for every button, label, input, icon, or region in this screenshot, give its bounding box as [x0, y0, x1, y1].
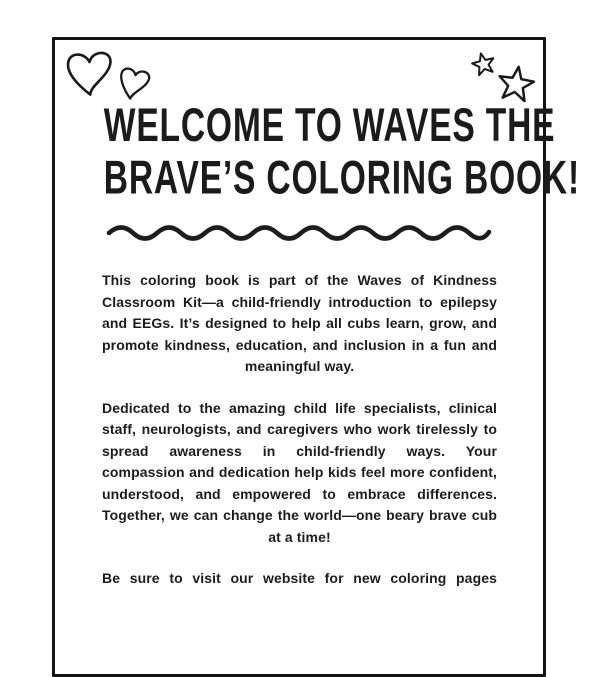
star-small-icon: [468, 49, 498, 78]
page-title: [103, 98, 580, 204]
dedication-paragraph: Dedicated to the amazing child life specialists, clinical staff, neurologists, and caregivers who work tirelessly to spread awareness in child-friendly ways. Your compassion and dedication help kids feel more confident, understood, and empowered to embrace differences. Together, we can change the world—one beary brave cub at a time!: [102, 399, 497, 545]
website-paragraph: Be sure to visit our website for new coloring pages: [102, 570, 497, 586]
heart-large-icon: [62, 47, 118, 101]
page-body: [102, 270, 497, 590]
page-title-line-1: WELCOME TO WAVES THE: [103, 98, 556, 151]
page-border-frame: [52, 37, 580, 677]
intro-paragraph: This coloring book is part of the Waves of Kindness Classroom Kit—a child-friendly introduction to epilepsy and EEGs. It’s designed to help all cubs learn, grow, and promote kindness, education, and inclusion in a fun and meaningful way.: [102, 272, 497, 374]
wavy-divider: [105, 219, 493, 243]
page-title-line-2: BRAVE’S COLORING BOOK!: [103, 151, 580, 204]
